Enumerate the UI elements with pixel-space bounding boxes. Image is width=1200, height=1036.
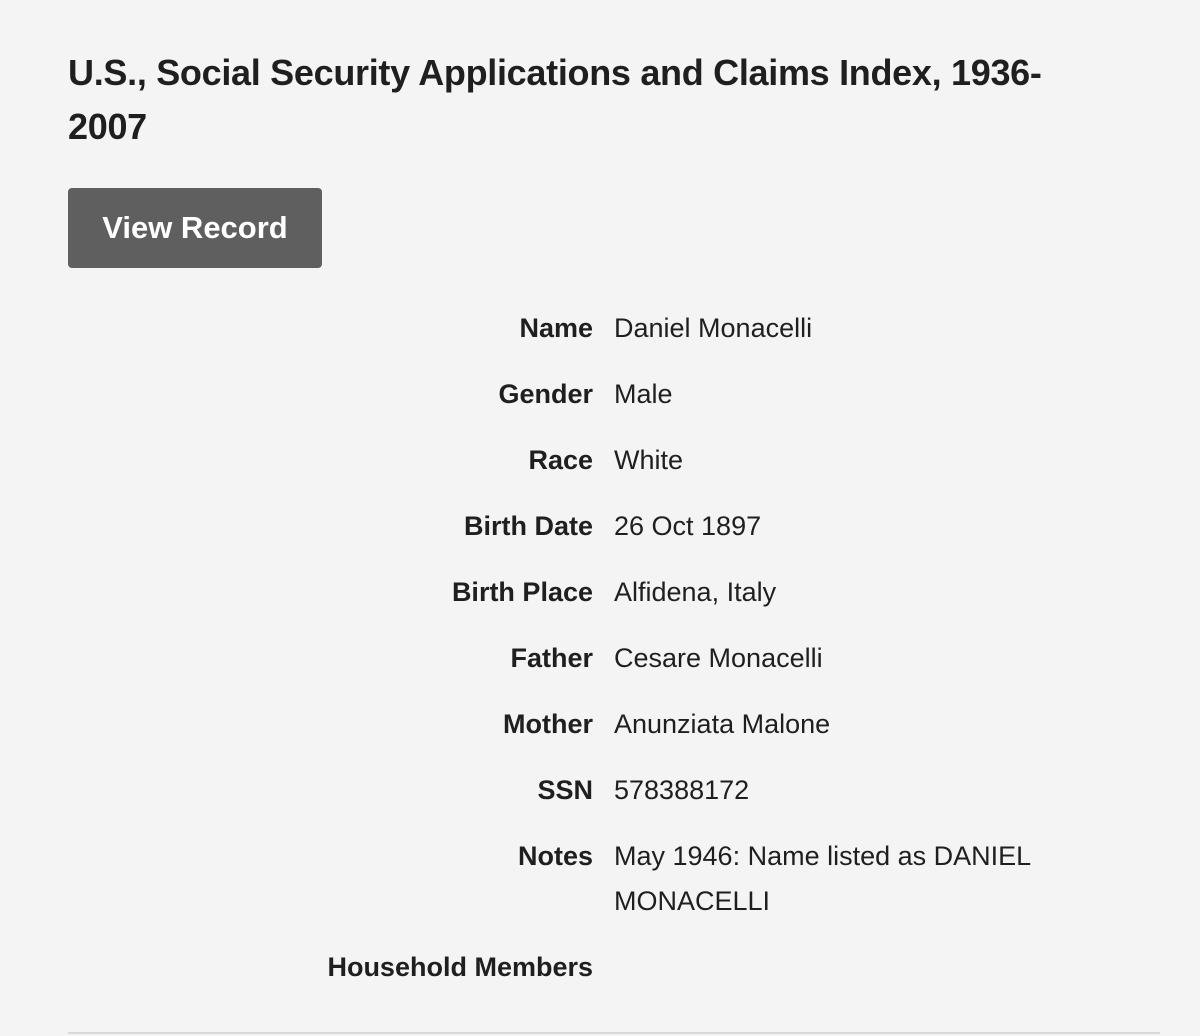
field-label-ssn: SSN xyxy=(537,775,593,805)
field-value-gender: Male xyxy=(614,379,673,409)
field-row-household-members xyxy=(0,945,1200,990)
field-value-birth-date: 26 Oct 1897 xyxy=(614,511,762,541)
field-label-father: Father xyxy=(510,643,593,673)
field-row-birth-place xyxy=(0,570,1200,615)
field-label-household-members: Household Members xyxy=(327,952,593,982)
record-details xyxy=(0,306,1200,1011)
field-label-name: Name xyxy=(519,313,593,343)
field-label-gender: Gender xyxy=(498,379,593,409)
field-row-ssn xyxy=(0,768,1200,813)
field-row-father xyxy=(0,636,1200,681)
field-value-race: White xyxy=(614,445,684,475)
field-value-ssn: 578388172 xyxy=(614,775,750,805)
field-value-father: Cesare Monacelli xyxy=(614,643,823,673)
field-value-household-members xyxy=(614,945,1074,990)
field-label-notes: Notes xyxy=(517,841,593,871)
field-row-notes xyxy=(0,834,1200,924)
field-label-mother: Mother xyxy=(503,709,593,739)
field-value-notes: May 1946: Name listed as DANIEL MONACELLI xyxy=(614,841,1031,916)
section-divider xyxy=(68,1032,1160,1034)
view-record-button[interactable]: View Record xyxy=(68,188,322,268)
field-row-mother xyxy=(0,702,1200,747)
field-label-birth-date: Birth Date xyxy=(463,511,593,541)
field-value-birth-place: Alfidena, Italy xyxy=(614,577,777,607)
field-row-birth-date xyxy=(0,504,1200,549)
field-row-race xyxy=(0,438,1200,483)
field-label-birth-place: Birth Place xyxy=(451,577,593,607)
record-title: U.S., Social Security Applications and Claims Index, 1936-2007 xyxy=(68,52,1042,147)
field-value-name: Daniel Monacelli xyxy=(614,313,813,343)
field-value-mother: Anunziata Malone xyxy=(614,709,831,739)
field-row-gender xyxy=(0,372,1200,417)
field-row-name xyxy=(0,306,1200,351)
field-label-race: Race xyxy=(528,445,593,475)
